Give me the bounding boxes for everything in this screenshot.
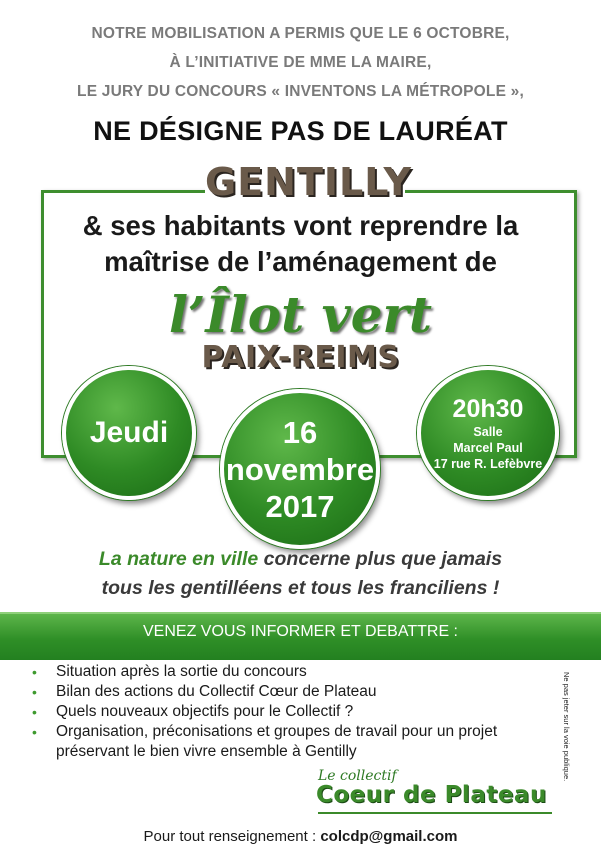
headline: NE DÉSIGNE PAS DE LAURÉAT [93,116,508,146]
footer [0,828,601,845]
nature-green-text: La nature en ville [98,548,259,570]
event-time: 20h30 [452,395,524,423]
statement-line-2: maîtrise de l’aménagement de [104,246,497,277]
date-circle [220,389,380,549]
venue-address: 17 rue R. Lefèbvre [433,457,543,471]
bullet-icon: • [32,704,37,720]
intro-line-1: NOTRE MOBILISATION A PERMIS QUE LE 6 OCTOBRE, [91,25,510,42]
agenda-item: • Organisation, préconisations et groupes de travail pour un projet préservant le bien vivre ensemble à Gentilly [32,723,498,760]
venue-line-2: Marcel Paul [453,441,523,455]
agenda-item: • Bilan des actions du Collectif Cœur de Plateau [32,683,377,700]
agenda-list [32,662,552,762]
footer-label: Pour tout renseignement : [143,828,321,845]
bullet-icon: • [32,664,37,680]
intro-line-2: À L’INITIATIVE DE MME LA MAIRE, [169,54,432,71]
nature-rest-text: concerne plus que jamais [258,548,503,570]
ilot-vert-title: l’Îlot vert [169,285,432,344]
logo-line-2: Coeur de Plateau [316,782,547,808]
logo-underline [318,812,552,814]
day-label: Jeudi [89,416,169,449]
date-month: novembre [225,451,375,487]
time-venue-circle [417,366,559,500]
paix-reims-title: PAIX-REIMS [201,340,400,375]
bullet-icon: • [32,684,37,700]
band-text: VENEZ VOUS INFORMER ET DEBATTRE : [143,623,458,640]
date-year: 2017 [265,488,335,524]
nature-line-1 [0,548,601,571]
agenda-item: • Quels nouveaux objectifs pour le Collectif ? [32,703,354,720]
statement-line-1: & ses habitants vont reprendre la [82,210,519,241]
side-note [562,672,576,802]
logo-line-1: Le collectif [318,768,397,784]
intro-line-3: LE JURY DU CONCOURS « INVENTONS LA MÉTROPOLE », [77,83,524,100]
day-circle [62,366,196,500]
venue-line-1: Salle [473,425,503,439]
city-title: GENTILLY [205,160,405,208]
date-number: 16 [282,414,318,450]
footer-email[interactable]: colcdp@gmail.com [320,828,458,845]
agenda-item: • Situation après la sortie du concours [32,663,307,680]
side-note-text: Ne pas jeter sur la voie publique. [562,672,571,782]
bullet-icon: • [32,724,37,740]
nature-line-2: tous les gentilléens et tous les franciliens ! [101,577,500,599]
